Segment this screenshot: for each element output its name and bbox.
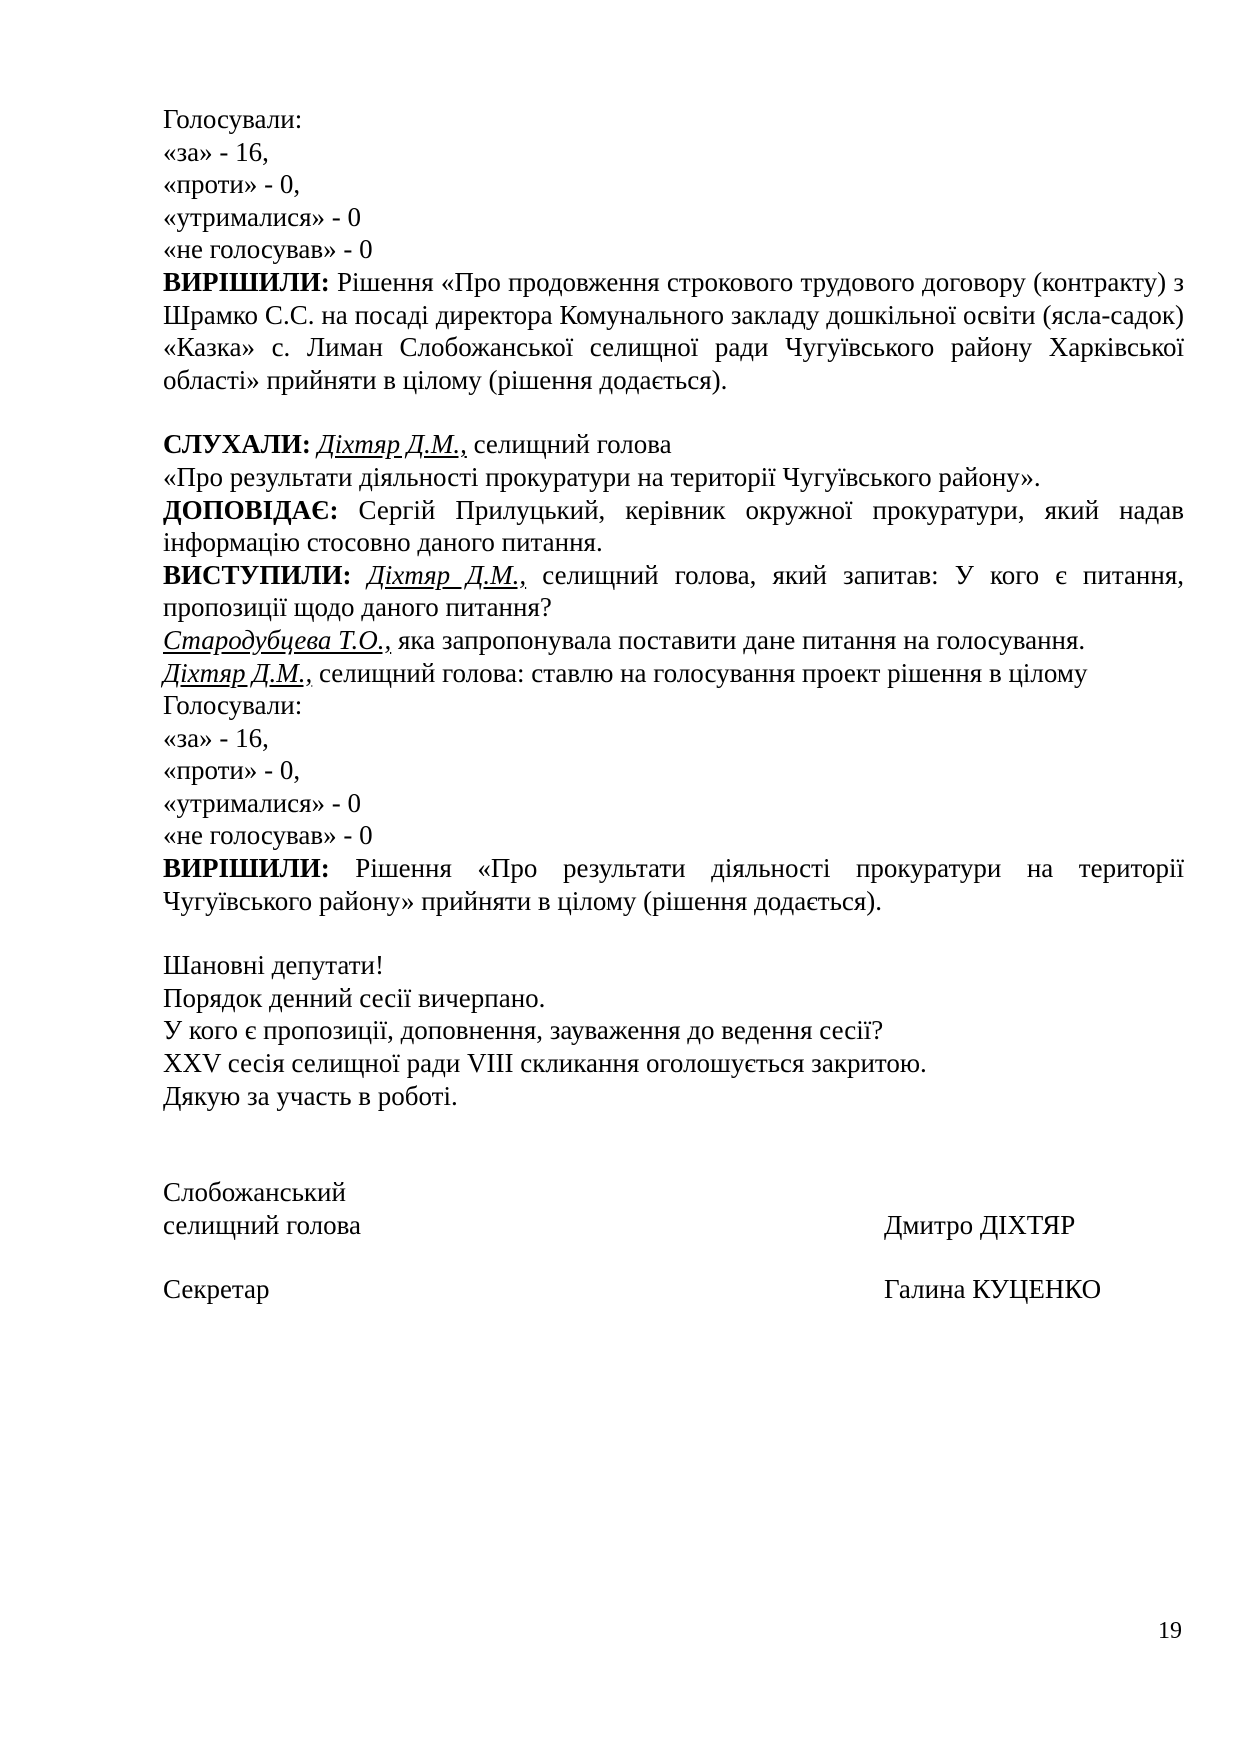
signature-row-secretary [163,1273,1184,1306]
spoke-text: селищний голова, який запитав: У кого є питання, пропозиції щодо даного питання? [163,559,1184,623]
spoke-speaker-name: Діхтяр Д.М., [367,559,527,590]
head-name-col [884,1176,1184,1241]
votes-block-1 [163,103,1184,266]
spacer [163,917,1184,949]
votes-abstained: «утрималися» - 0 [163,201,362,232]
closing-line-2: Порядок денний сесії вичерпано. [163,982,546,1013]
report-paragraph [163,494,1184,559]
votes-block-2 [163,689,1184,852]
report-label: ДОПОВІДАЄ: [163,494,339,525]
speaker-3-name: Діхтяр Д.М., [163,657,313,688]
decision-text: Рішення «Про продовження строкового трудового договору (контракту) з Шрамко С.С. на посаді директора Комунального закладу дошкільної освіти (ясла-садок) «Казка» с. Лиман Слобожанської селищної ради Чугуївського району Харківської області» прийняти в цілому (рішення додається). [163,266,1184,395]
votes-abstained: «утрималися» - 0 [163,787,362,818]
closing-line-5: Дякую за участь в роботі. [163,1080,458,1111]
document-body [163,103,1184,1306]
head-name: Дмитро ДІХТЯР [884,1209,1076,1240]
votes-heading: Голосували: [163,690,303,721]
secretary-title: Секретар [163,1274,270,1305]
closing-block [163,949,1184,1112]
decision-paragraph-2 [163,852,1184,917]
speaker-2-name: Стародубцева Т.О., [163,624,392,655]
spacer [163,1112,1184,1176]
votes-against: «проти» - 0, [163,755,301,786]
spacer [163,396,1184,428]
speaker-2-text: яка запропонувала поставити дане питання на голосування. [391,624,1086,655]
spacer [163,1241,1184,1273]
spoke-paragraph [163,559,1184,624]
head-title [163,1176,883,1241]
spoke-label: ВИСТУПИЛИ: [163,559,352,590]
head-title-line-2: селищний голова [163,1209,362,1240]
secretary-name: Галина КУЦЕНКО [884,1274,1102,1305]
decision-label: ВИРІШИЛИ: [163,853,330,884]
heard-line [163,428,1184,461]
votes-not-voted: «не голосував» - 0 [163,820,373,851]
signature-block [163,1176,1184,1306]
speaker-3-line [163,657,1184,690]
head-title-line-1: Слобожанський [163,1177,346,1208]
signature-row-head [163,1176,1184,1241]
heard-label: СЛУХАЛИ: [163,429,311,460]
closing-line-3: У кого є пропозиції, доповнення, зауваження до ведення сесії? [163,1015,884,1046]
closing-line-4: XXV сесія селищної ради VIII скликання оголошується закритою. [163,1048,927,1079]
decision-label: ВИРІШИЛИ: [163,266,330,297]
heard-speaker-name: Діхтяр Д.М., [317,429,467,460]
report-text: Сергій Прилуцький, керівник окружної прокуратури, який надав інформацію стосовно даного питання. [163,494,1184,558]
speaker-3-text: селищний голова: ставлю на голосування проект рішення в цілому [312,657,1088,688]
votes-for: «за» - 16, [163,136,269,167]
votes-not-voted: «не голосував» - 0 [163,234,373,265]
votes-against: «проти» - 0, [163,169,301,200]
page-number: 19 [1158,1618,1182,1644]
closing-line-1: Шановні депутати! [163,950,384,981]
decision-paragraph-1 [163,266,1184,396]
votes-for: «за» - 16, [163,722,269,753]
speaker-2-line [163,624,1184,657]
agenda-topic: «Про результати діяльності прокуратури на території Чугуївського району». [163,461,1041,492]
decision-text: Рішення «Про результати діяльності прокуратури на території Чугуївського району» прийняти в цілому (рішення додається). [163,853,1184,916]
heard-speaker-role: селищний голова [466,429,672,460]
votes-heading: Голосували: [163,104,303,134]
